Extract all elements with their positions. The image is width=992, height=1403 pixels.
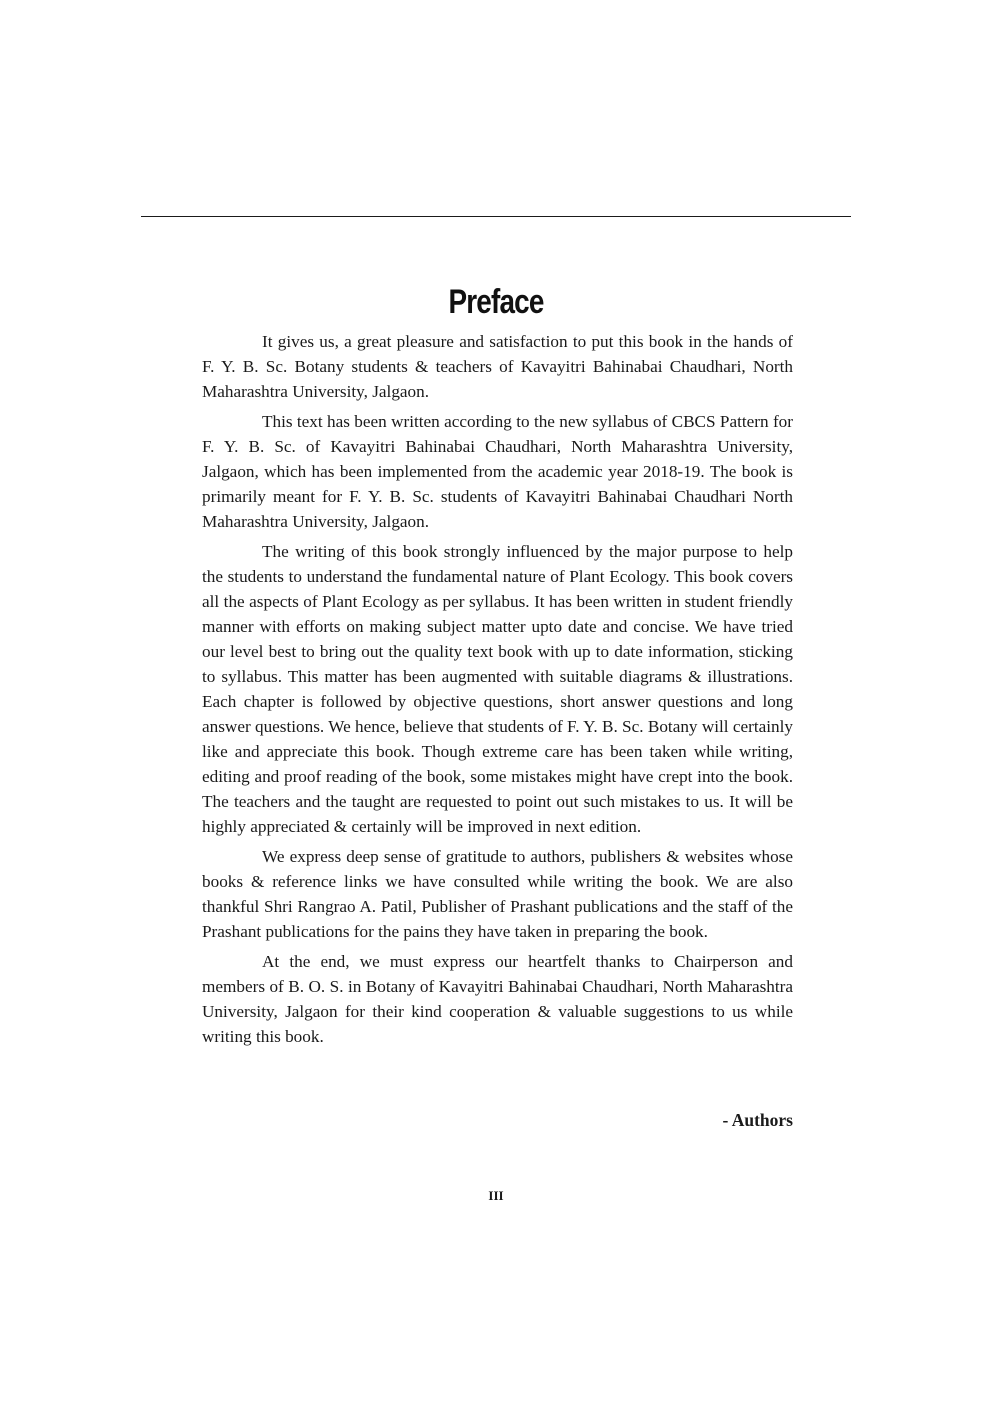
preface-body [202,329,793,1054]
paragraph-5: At the end, we must express our heartfelt thanks to Chairperson and members of B. O. S. in Botany of Kavayitri Bahinabai Chaudhari, North Maharashtra University, Jalgaon for their kind cooperation & valuable suggestions to us while writing this book. [202,952,793,1046]
paragraph-4: We express deep sense of gratitude to authors, publishers & websites whose books & reference links we have consulted while writing the book. We are also thankful Shri Rangrao A. Patil, Publisher of Prashant publications and the staff of the Prashant publications for the pains they have taken in preparing the book. [202,847,793,941]
paragraph-2: This text has been written according to the new syllabus of CBCS Pattern for F. Y. B. Sc. of Kavayitri Bahinabai Chaudhari, North Maharashtra University, Jalgaon, which has been implemented from the academic year 2018-19. The book is primarily meant for F. Y. B. Sc. students of Kavayitri Bahinabai Chaudhari North Maharashtra University, Jalgaon. [202,412,793,531]
authors-signature: - Authors [722,1110,793,1130]
header-rule [141,216,851,217]
paragraph-3: The writing of this book strongly influenced by the major purpose to help the students to understand the fundamental nature of Plant Ecology. This book covers all the aspects of Plant Ecology as per syllabus. It has been written in student friendly manner with efforts on making subject matter upto date and concise. We have tried our level best to bring out the quality text book with up to date information, sticking to syllabus. This matter has been augmented with suitable diagrams & illustrations. Each chapter is followed by objective questions, short answer questions and long answer questions. We hence, believe that students of F. Y. B. Sc. Botany will certainly like and appreciate this book. Though extreme care has been taken while writing, editing and proof reading of the book, some mistakes might have crept into the book. The teachers and the taught are requested to point out such mistakes to us. It will be highly appreciated & certainly will be improved in next edition. [202,542,793,836]
page-number: III [488,1188,504,1203]
page-title: Preface [448,282,544,321]
paragraph-1: It gives us, a great pleasure and satisfaction to put this book in the hands of F. Y. B. Sc. Botany students & teachers of Kavayitri Bahinabai Chaudhari, North Maharashtra University, Jalgaon. [202,332,793,401]
